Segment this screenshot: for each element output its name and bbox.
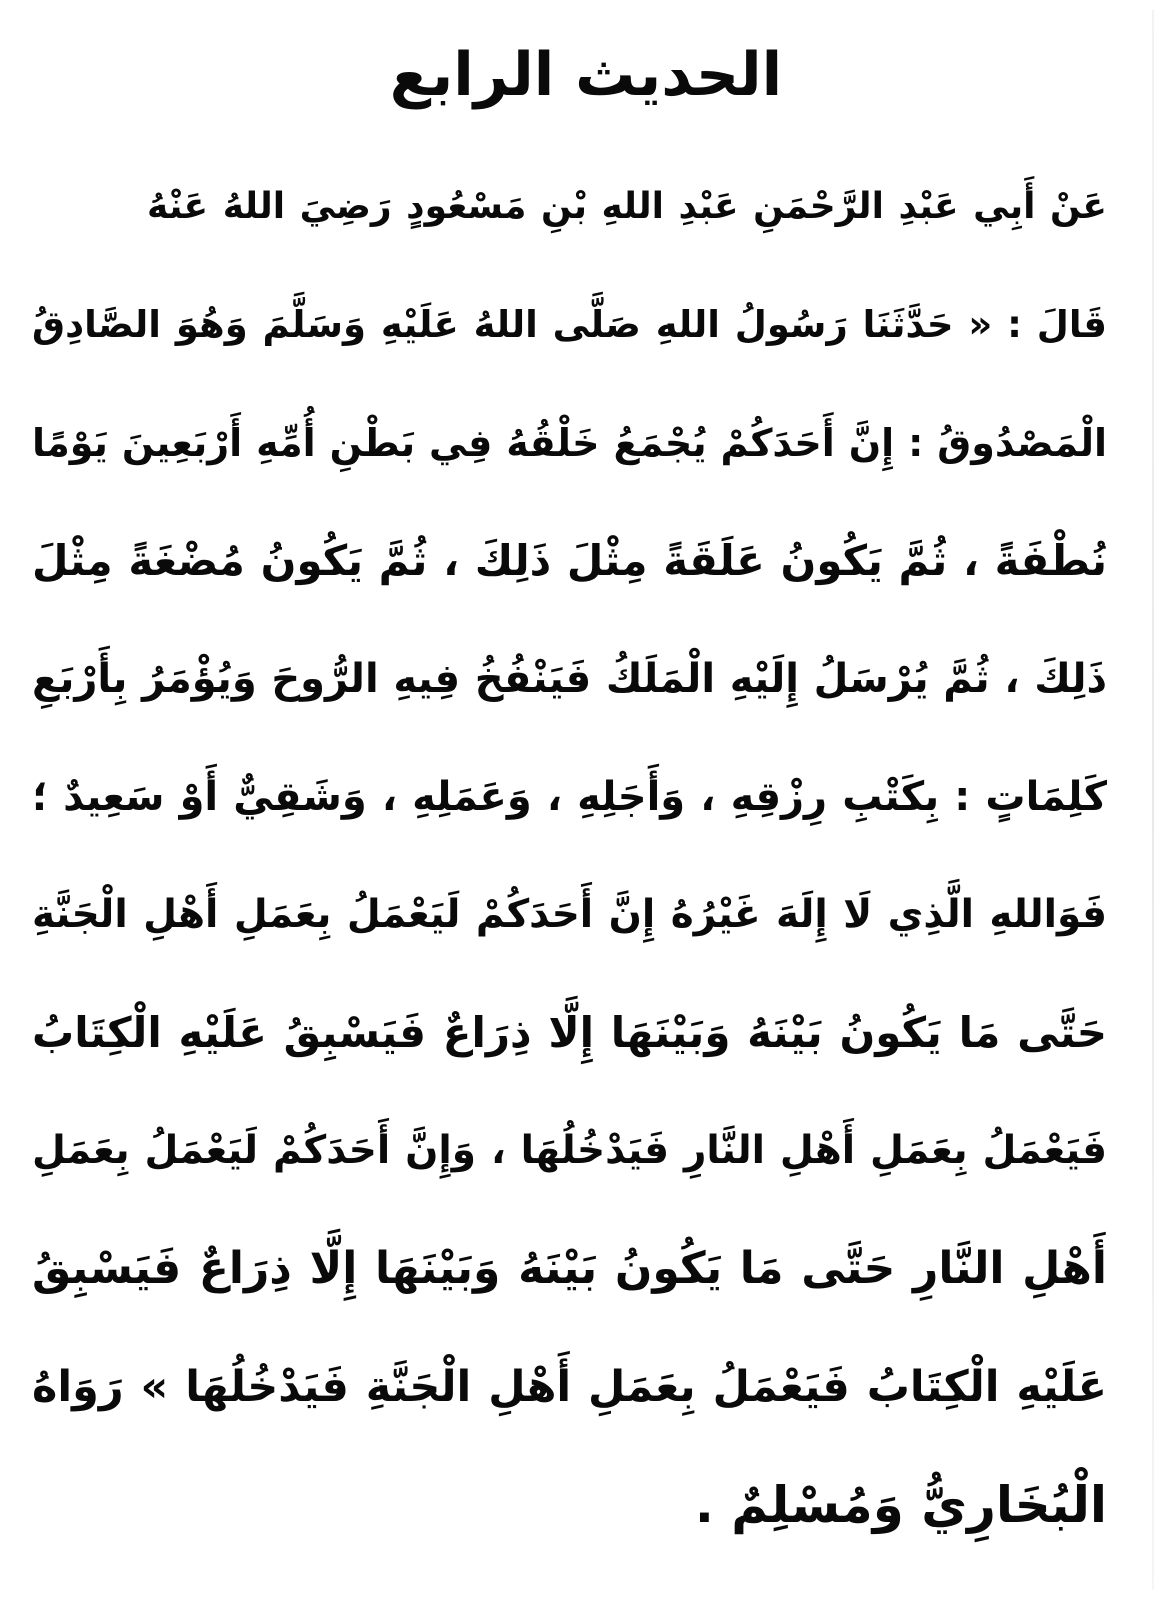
page-edge-shadow xyxy=(1152,10,1154,1590)
text-line-10: أَهْلِ النَّارِ حَتَّى مَا يَكُونُ بَيْنَهُ وَبَيْنَهَا إِلَّا ذِرَاعٌ فَيَسْبِقُ xyxy=(32,1243,1107,1294)
text-line-1: عَنْ أَبِي عَبْدِ الرَّحْمَنِ عَبْدِ اللهِ بْنِ مَسْعُودٍ رَضِيَ اللهُ عَنْهُ xyxy=(147,186,1107,227)
text-line-4: نُطْفَةً ، ثُمَّ يَكُونُ عَلَقَةً مِثْلَ ذَلِكَ ، ثُمَّ يَكُونُ مُضْغَةً مِثْلَ xyxy=(32,536,1107,585)
text-line-6: كَلِمَاتٍ : بِكَتْبِ رِزْقِهِ ، وَأَجَلِهِ ، وَعَمَلِهِ ، وَشَقِيٌّ أَوْ سَعِيدٌ ؛ xyxy=(32,774,1107,820)
text-line-5: ذَلِكَ ، ثُمَّ يُرْسَلُ إِلَيْهِ الْمَلَكُ فَيَنْفُخُ فِيهِ الرُّوحَ وَيُؤْمَرُ بِأَرْبَعِ xyxy=(32,656,1107,702)
text-line-2: قَالَ : « حَدَّثَنَا رَسُولُ اللهِ صَلَّى اللهُ عَلَيْهِ وَسَلَّمَ وَهُوَ الصَّادِقُ xyxy=(32,303,1107,346)
text-line-7: فَوَاللهِ الَّذِي لَا إِلَهَ غَيْرُهُ إِنَّ أَحَدَكُمْ لَيَعْمَلُ بِعَمَلِ أَهْلِ الْجَنَّةِ xyxy=(32,892,1107,937)
text-line-11: عَلَيْهِ الْكِتَابُ فَيَعْمَلُ بِعَمَلِ أَهْلِ الْجَنَّةِ فَيَدْخُلُهَا » رَوَاهُ xyxy=(32,1362,1107,1412)
text-line-8: حَتَّى مَا يَكُونُ بَيْنَهُ وَبَيْنَهَا إِلَّا ذِرَاعٌ فَيَسْبِقُ عَلَيْهِ الْكِتَابُ xyxy=(32,1008,1107,1057)
hadith-title: الحديث الرابع xyxy=(389,40,783,110)
text-line-3: الْمَصْدُوقُ : إِنَّ أَحَدَكُمْ يُجْمَعُ خَلْقُهُ فِي بَطْنِ أُمِّهِ أَرْبَعِينَ يَوْمًا xyxy=(32,421,1107,465)
hadith-text xyxy=(32,148,1107,1564)
text-line-12: الْبُخَارِيُّ وَمُسْلِمٌ . xyxy=(694,1476,1107,1534)
text-line-9: فَيَعْمَلُ بِعَمَلِ أَهْلِ النَّارِ فَيَدْخُلُهَا ، وَإِنَّ أَحَدَكُمْ لَيَعْمَلُ بِعَمَلِ xyxy=(32,1128,1107,1173)
